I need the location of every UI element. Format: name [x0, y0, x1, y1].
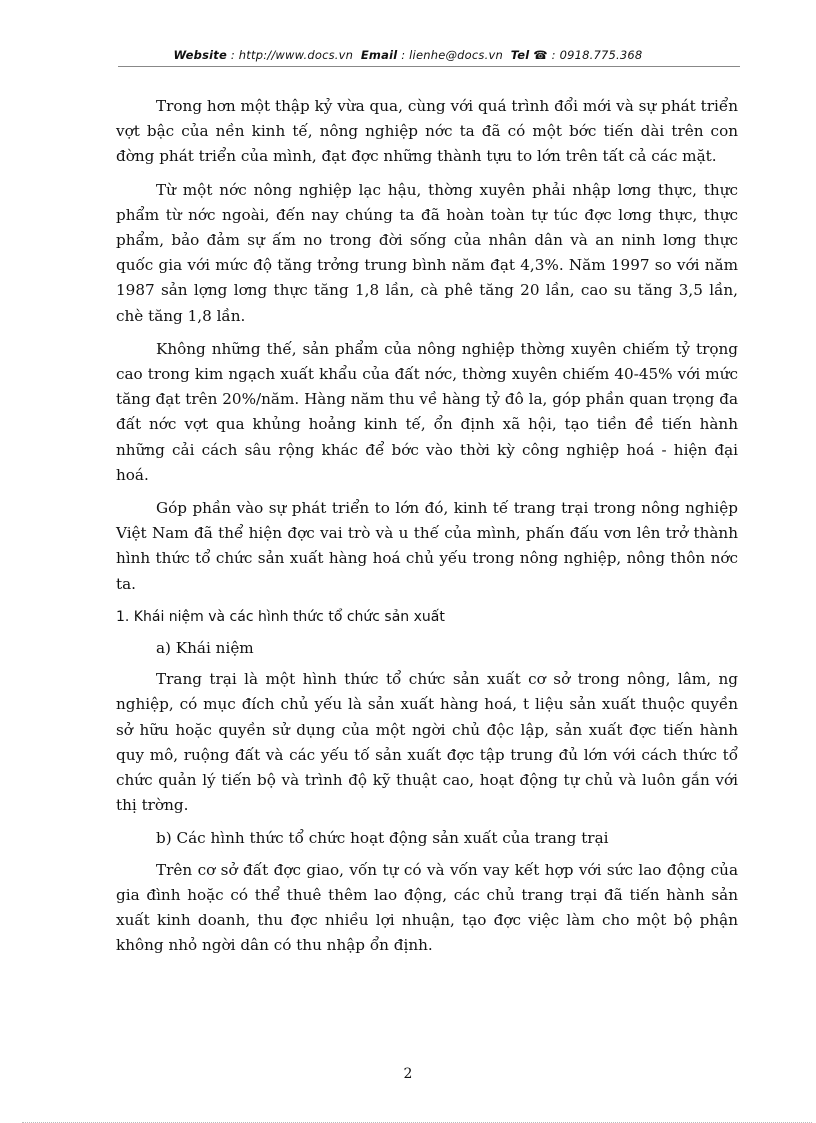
website-value: : http://www.docs.vn — [230, 48, 354, 62]
paragraph: Không những thế, sản phẩm của nông nghiệp thờng xuyên chiếm tỷ trọng cao trong kim ngạch xuất khẩu của đất nớc, thờng xuyên chiếm 40-45% với mức tăng đạt trên 20%/năm. Hàng năm thu về hàng tỷ đô la, góp phần quan trọng đa đất nớc vợt qua khủng hoảng kinh tế, ổn định xã hội, tạo tiền đề tiến hành những cải cách sâu rộng khác để bớc vào thời kỳ công nghiệp hoá - hiện đại hoá. — [116, 339, 738, 484]
tel-value: ☎ : 0918.775.368 — [533, 48, 643, 62]
section-heading: 1. Khái niệm và các hình thức tổ chức sản xuất — [116, 608, 445, 625]
subsection-heading-b: b) Các hình thức tổ chức hoạt động sản xuất của trang trại — [156, 829, 609, 848]
paragraph: Trang trại là một hình thức tổ chức sản xuất cơ sở trong nông, lâm, ng nghiệp, có mục đích chủ yếu là sản xuất hàng hoá, t liệu sản xuất thuộc quyền sở hữu hoặc quyền sử dụng của một ngời chủ độc lập, sản xuất đợc tiến hành quy mô, ruộng đất và các yếu tố sản xuất đợc tập trung đủ lớn với cách thức tổ chức quản lý tiến bộ và trình độ kỹ thuật cao, hoạt động tự chủ và luôn gắn với thị trờng. — [116, 670, 738, 815]
email-label: Email — [360, 48, 398, 62]
page-number: 2 — [403, 1066, 413, 1082]
paragraph: Trên cơ sở đất đợc giao, vốn tự có và vốn vay kết hợp với sức lao động của gia đình hoặc có thể thuê thêm lao động, các chủ trang trại đã tiến hành sản xuất kinh doanh, thu đợc nhiều lợi nhuận, tạo đợc việc làm cho một bộ phận không nhỏ ngời dân có thu nhập ổn định. — [116, 860, 738, 955]
page-header — [0, 48, 816, 62]
paragraph: Từ một nớc nông nghiệp lạc hậu, thờng xuyên phải nhập lơng thực, thực phẩm từ nớc ngoài, đến nay chúng ta đã hoàn toàn tự túc đợc lơng thực, thực phẩm, bảo đảm sự ấm no trong đời sống của nhân dân và an ninh lơng thực quốc gia với mức độ tăng trởng trung bình năm đạt 4,3%. Năm 1997 so với năm 1987 sản lợng lơng thực tăng 1,8 lần, cà phê tăng 20 lần, cao su tăng 3,5 lần, chè tăng 1,8 lần. — [116, 180, 738, 325]
body-text — [116, 94, 738, 967]
email-value: : lienhe@docs.vn — [401, 48, 503, 62]
subsection-heading-a: a) Khái niệm — [156, 639, 254, 658]
tel-label: Tel — [510, 48, 530, 62]
header-divider — [118, 66, 740, 67]
paragraph: Trong hơn một thập kỷ vừa qua, cùng với quá trình đổi mới và sự phát triển vợt bậc của nền kinh tế, nông nghiệp nớc ta đã có một bớc tiến dài trên con đờng phát triển của mình, đạt đợc những thành tựu to lớn trên tất cả các mặt. — [116, 97, 738, 166]
paragraph: Góp phần vào sự phát triển to lớn đó, kinh tế trang trại trong nông nghiệp Việt Nam đã thể hiện đợc vai trò và u thế của mình, phấn đấu vơn lên trở thành hình thức tổ chức sản xuất hàng hoá chủ yếu trong nông nghiệp, nông thôn nớc ta. — [116, 499, 738, 593]
website-label: Website — [173, 48, 227, 62]
